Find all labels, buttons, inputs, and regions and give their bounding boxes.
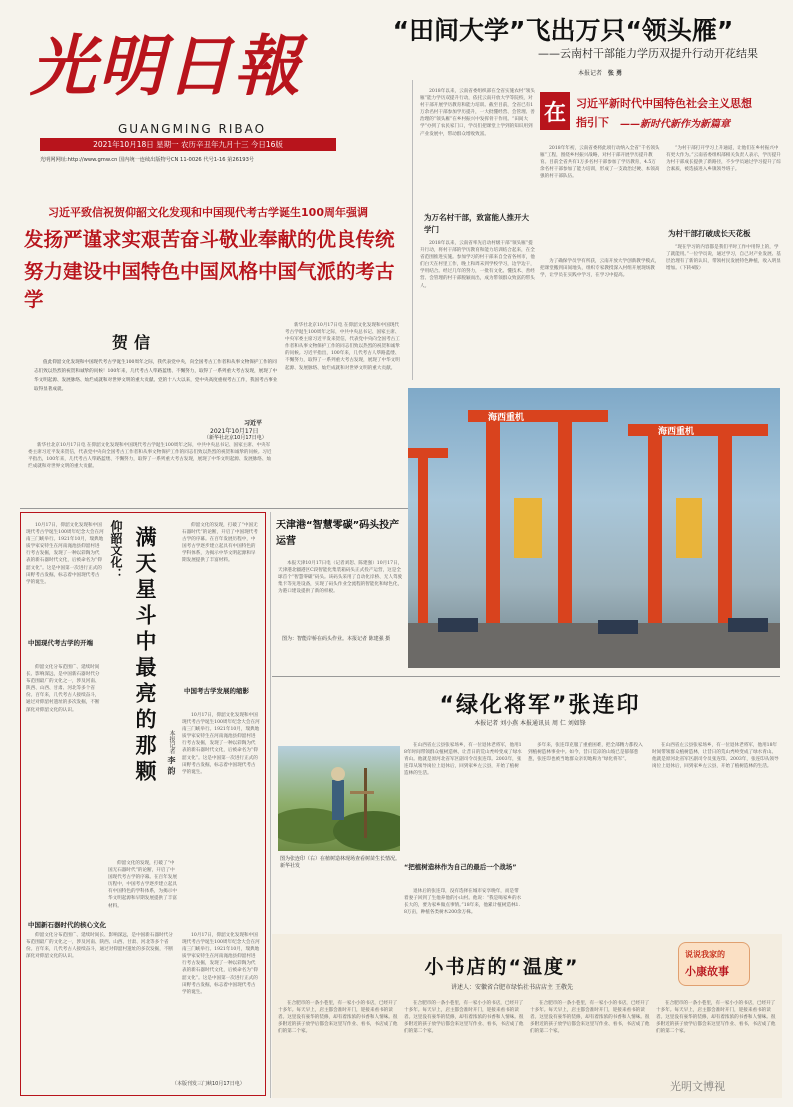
logo-pinyin: GUANGMING RIBAO — [118, 122, 267, 136]
commentary-title: 满天星斗中最亮的那颗 — [133, 526, 157, 786]
letter-body: 值此仰韶文化发现和中国现代考古学诞生100周年之际，我代表党中央，向全国考古工作者和从事文物保护工作的同志们致以热烈的祝贺和诚挚的问候！100年来，几代考古人筚路蓝缕、不懈努力，取得了一系列重大考古发现，展现了中华文明起源、发展脉络、灿烂成就和对世界文明的重大贡献。党的十八大以来，党中央高度重视考古工作，我国考古事业取得显著成就。 — [34, 360, 278, 392]
top-story-subtitle: ——云南村干部能力学历双提升行动开花结果 — [538, 47, 758, 60]
masthead — [30, 16, 330, 216]
green-general-body2: 退休后的张连印，没有选择在城市安享晚年，而是带着妻子回到了生他养他的小山村。他说：“我是喝家乡的水长大的，要为家乡做点事情。”18年来，他累计植树造林1.8万亩，种植各类树木200余万株。 — [404, 889, 522, 916]
top-story-byline — [348, 68, 778, 77]
col-mid-top: 2018年以来，云南省率先启动村级干部“领头雁”提升行动，将村干部的学历教育和能力培训结合起来，在全省范围推进实施。参加学习的村干部来自全省各州市，他们白天在村里工作，晚上和周末到学校学习，边学边干，学用结合。经过几年的努力，一批有文化、懂技术、善经营、会管理的村干部脱颖而出，成为带领群众致富的带头人。 — [420, 241, 535, 289]
main-kicker: 习近平致信祝贺仰韶文化发现和中国现代考古学诞生100周年强调 — [48, 206, 368, 219]
commentary-body-6: 仰韶文化分布范围广、延续时间长、影响深远，是中国新石器时代分布范围最广的文化之一，涉及河南、陕西、山西、甘肃、河北等多个省份。百年来，几代考古人接续奋斗，通过对仰韶村遗址的多次发掘，不断深化对仰韶文化的认识。 — [26, 933, 174, 960]
commentary-sub2: 中国考古学发展的缩影 — [184, 687, 249, 695]
letter-title: 贺信 — [112, 333, 157, 352]
letter-story-bottom: 新华社北京10月17日电 在仰韶文化发现和中国现代考古学诞生100周年之际，中共中央总书记、国家主席、中央军委主席习近平发来贺信，代表党中央向全国考古工作者和从事文物保护工作的同志们致以热烈的祝贺和诚挚的问候。习近平指出，100年来，几代考古人筚路蓝缕、不懈努力，取得了一系列重大考古发现，展现了中华文明起源、发展脉络、灿烂成就和对世界文明的重大贡献。 — [28, 443, 272, 470]
col-right-top2: 为了确保学员学有所获，云南开放大学创新教学模式，把课堂搬到田间地头，组织专家教授深入村组开展现场教学，让学员在实践中学习，在学习中提高。 — [540, 259, 660, 279]
letter-signature: 习近平 — [244, 420, 263, 427]
bookstore-badge — [678, 942, 750, 986]
green-general-photo — [278, 746, 400, 851]
banner-line2: 指引下 — [576, 116, 609, 129]
top-story-title: “田间大学”飞出万只“领头雁” — [392, 16, 734, 45]
sub-heading-a: 为万名村干部，致富能人推开大学门 — [424, 213, 529, 234]
port-photo — [408, 388, 780, 668]
commentary-body-2: 仰韶文化分布范围广、延续时间长、影响深远，是中国新石器时代分布范围最广的文化之一，涉及河南、陕西、山西、甘肃、河北等多个省份。百年来，几代考古人接续奋斗，通过对仰韶村遗址的多次发掘，不断深化对仰韶文化的认识。 — [26, 665, 100, 713]
info-line: 光明网网址:http://www.gmw.cn 国内统一连续出版物号CN 11-0026 代号1-16 第26193号 — [40, 157, 255, 163]
main-headline-line2: 努力建设中国特色中国风格中国气派的考古学 — [24, 260, 395, 311]
green-general-body3: 多年来，张连印克服了重重困难，把全部精力都投入到植树造林事业中。如今，昔日荒凉的山坡已是郁郁葱葱，张连印也被当地群众亲切地称为“绿化将军”。 — [528, 743, 643, 763]
commentary-body-1: 10月17日，仰韶文化发现和中国现代考古学诞生100周年纪念大会在河南三门峡举行。1921年10月，瑞典地质学家安特生在河南渑池县仰韶村进行考古发掘，发现了一种以彩陶为代表的新石器时代文化，后被命名为“仰韶文化”。这是中国第一次进行正式的田野考古发掘，标志着中国现代考古学的诞生。 — [26, 523, 104, 585]
bookstore-section — [272, 934, 782, 1098]
bookstore-body-4: 在合肥市的一条小巷里，有一家小小的书店，已经开了十多年。每天早上，店主都会准时开门，迎接来看书的读者。这里没有豪华的装修，却有着浓浓的书香和人情味。很多附近的孩子放学后都会来这里写作业、看书，书店成了他们的第二个家。 — [656, 1001, 776, 1035]
column-rule — [270, 512, 271, 1098]
green-general-body: 在山西省左云县张家场乡，有一位退休老将军，他用18年时间带领群众植树造林，让昔日的荒山秃岭变成了绿水青山。他就是原河北省军区副司令员张连印。2003年，张连印从领导岗位上退休后，回到家乡左云县，开始了植树造林的生活。 — [404, 743, 522, 777]
commentary-body-5: 仰韶文化的发现，打破了“中国无石器时代”的论断，开启了中国现代考古学的序幕。在百年发展历程中，中国考古学逐步建立起具有中国特色的学科体系，为揭示中华文明起源和早期发展提供了丰富材料。 — [108, 861, 177, 909]
byline-label: 本报记者 — [577, 70, 602, 77]
top-story — [348, 16, 778, 77]
commentary-side-title: 仰韶文化： — [109, 520, 123, 580]
letter-date: 2021年10月17日 — [210, 428, 259, 435]
bookstore-body: 在合肥市的一条小巷里，有一家小小的书店，已经开了十多年。每天早上，店主都会准时开门，迎接来看书的读者。这里没有豪华的装修，却有着浓浓的书香和人情味。很多附近的孩子放学后都会来这里写作业、看书，书店成了他们的第二个家。 — [278, 1001, 398, 1035]
divider — [20, 508, 410, 509]
banner-line1: 习近平新时代中国特色社会主义思想 — [576, 97, 752, 110]
photo-sign-right: 海西重机 — [658, 427, 695, 437]
commentary-body-7: 10月17日，仰韶文化发现和中国现代考古学诞生100周年纪念大会在河南三门峡举行。1921年10月，瑞典地质学家安特生在河南渑池县仰韶村进行考古发掘，发现了一种以彩陶为代表的新石器时代文化，后被命名为“仰韶文化”。这是中国第一次进行正式的田野考古发掘，标志着中国现代考古学的诞生。 — [182, 933, 260, 995]
column-rule — [412, 80, 413, 380]
commentary-sub3: 中国新石器时代的核心文化 — [28, 921, 106, 929]
banner-slogan: ——新时代新作为新篇章 — [620, 119, 730, 130]
green-general-byline: 本报记者 刘小燕 本报通讯员 周 仁 刘如锋 — [474, 720, 586, 727]
byline-name: 张 勇 — [607, 70, 622, 77]
date-bar: 2021年10月18日 星期一 农历辛丑年九月十三 今日16版 — [40, 138, 336, 151]
bookstore-title: 小书店的“温度” — [424, 956, 580, 978]
badge-line2: 小康故事 — [685, 965, 729, 978]
tianjin-body: 本报天津10月17日电（记者刘恕、陈建强）10月17日，天津港北疆港区C段智能化集装箱码头正式投产运营，这是全球首个“智慧零碳”码头。该码头采用了自动化岸桥、无人驾驶集卡等先进设备，实现了码头作业全流程的智能化和绿色化，为港口建设提供了新的样板。 — [278, 561, 403, 595]
col-right-top: 2018年年初，云南省委将此项行动纳入全省“千名领头雁”工程，围绕乡村振兴战略，对村干部开展学历提升教育。目前全省共有1万多名村干部参加了学历教育，4.5万余名村干部参加了能力培训，形成了一支政治过硬、本领高强的村干部队伍。 — [540, 146, 660, 180]
commentary-sub1: 中国现代考古学的开端 — [28, 639, 93, 647]
commentary-author — [166, 730, 177, 810]
photo-sign-left: 海西重机 — [488, 413, 525, 423]
letter-story: 新华社北京10月17日电 在仰韶文化发现和中国现代考古学诞生100周年之际，中共中央总书记、国家主席、中央军委主席习近平发来贺信，代表党中央向全国考古工作者和从事文物保护工作的同志们致以热烈的祝贺和诚挚的问候。习近平指出，100年来，几代考古人筚路蓝缕、不懈努力，取得了一系列重大考古发现，展现了中华文明起源、发展脉络、灿烂成就和对世界文明的重大贡献。 — [285, 323, 400, 371]
commentary-footer: （本版刊发三门峡10月17日电） — [172, 1081, 245, 1087]
green-general-title: “绿化将军”张连印 — [439, 693, 641, 718]
main-headline-line1: 发扬严谨求实艰苦奋斗敬业奉献的优良传统 — [24, 228, 395, 251]
top-story-body: 2018年以来，云南省委组织部在全省实施农村“领头雁”能力学历双提升行动，依托云南开放大学等院校，对村干部开展学历教育和能力培训。截至目前，全省已有1万余名村干部参加学历提升，一大批懂经营、会管理、善治理的“领头雁”在乡村振兴中发挥骨干作用。“田间大学”办到了农民家门口，学员们把课堂上学到的知识用到产业发展中，带动群众增收致富。 — [420, 89, 535, 137]
newspaper-logo: 光明日報 — [30, 27, 302, 105]
author-label: 本报记者 — [168, 730, 175, 754]
watermark: 光明文博视 — [670, 1080, 725, 1093]
green-general-caption: 图为张连印（右）在植树造林现场查看树苗生长情况。新华社发 — [280, 856, 401, 869]
green-general-sub: “把植树造林作为自己的最后一个战场” — [404, 863, 517, 871]
bookstore-body-3: 在合肥市的一条小巷里，有一家小小的书店，已经开了十多年。每天早上，店主都会准时开门，迎接来看书的读者。这里没有豪华的装修，却有着浓浓的书香和人情味。很多附近的孩子放学后都会来这里写作业、看书，书店成了他们的第二个家。 — [530, 1001, 650, 1035]
commentary-body-3: 仰韶文化的发现，打破了“中国无石器时代”的论断，开启了中国现代考古学的序幕。在百年发展历程中，中国考古学逐步建立起具有中国特色的学科体系，为揭示中华文明起源和早期发展提供了丰富材料。 — [182, 523, 258, 564]
tianjin-caption: 图为：智能岸桥在码头作业。本报记者 陈建强 摄 — [282, 636, 391, 642]
banner-char: 在 — [544, 100, 567, 126]
letter-source: （新华社北京10月17日电） — [204, 435, 267, 441]
bookstore-byline: 讲述人：安徽省合肥市绿怡社书店店主 王敬先 — [451, 984, 573, 991]
green-general-body4: 在山西省左云县张家场乡，有一位退休老将军，他用18年时间带领群众植树造林，让昔日的荒山秃岭变成了绿水青山。他就是原河北省军区副司令员张连印。2003年，张连印从领导岗位上退休后，回到家乡左云县，开始了植树造林的生活。 — [652, 743, 779, 770]
col-right-far: “为村干部打开学习上升通道，让他们在乡村振兴中有更大作为。”云南省委组织部相关负责人表示，学历提升为村干部成长提供了新路径，不少学员通过学习提升了综合素质，被选拔进入乡镇领导班子。 — [666, 146, 781, 173]
tianjin-title: 天津港“智慧零碳”码头投产运营 — [276, 520, 400, 547]
author-name: 李 韵 — [167, 755, 176, 775]
letter-box — [34, 330, 280, 440]
banner — [540, 92, 780, 136]
commentary-body-4: 10月17日，仰韶文化发现和中国现代考古学诞生100周年纪念大会在河南三门峡举行。1921年10月，瑞典地质学家安特生在河南渑池县仰韶村进行考古发掘，发现了一种以彩陶为代表的新石器时代文化，后被命名为“仰韶文化”。这是中国第一次进行正式的田野考古发掘，标志着中国现代考古学的诞生。 — [182, 713, 260, 775]
bookstore-body-2: 在合肥市的一条小巷里，有一家小小的书店，已经开了十多年。每天早上，店主都会准时开门，迎接来看书的读者。这里没有豪华的装修，却有着浓浓的书香和人情味。很多附近的孩子放学后都会来这里写作业、看书，书店成了他们的第二个家。 — [404, 1001, 524, 1035]
badge-line1: 说说我家的 — [685, 950, 725, 959]
divider-mid — [272, 676, 780, 677]
sub-heading-b: 为村干部打破成长天花板 — [668, 229, 751, 238]
col-right-far2: “现在学习的内容都是我们平时工作中用得上的，学了就能用。”一位学员说，通过学习，自己对产业发展、基层治理有了新的认识，带领村民发展特色种植，收入明显增加。（下转4版） — [666, 245, 781, 272]
